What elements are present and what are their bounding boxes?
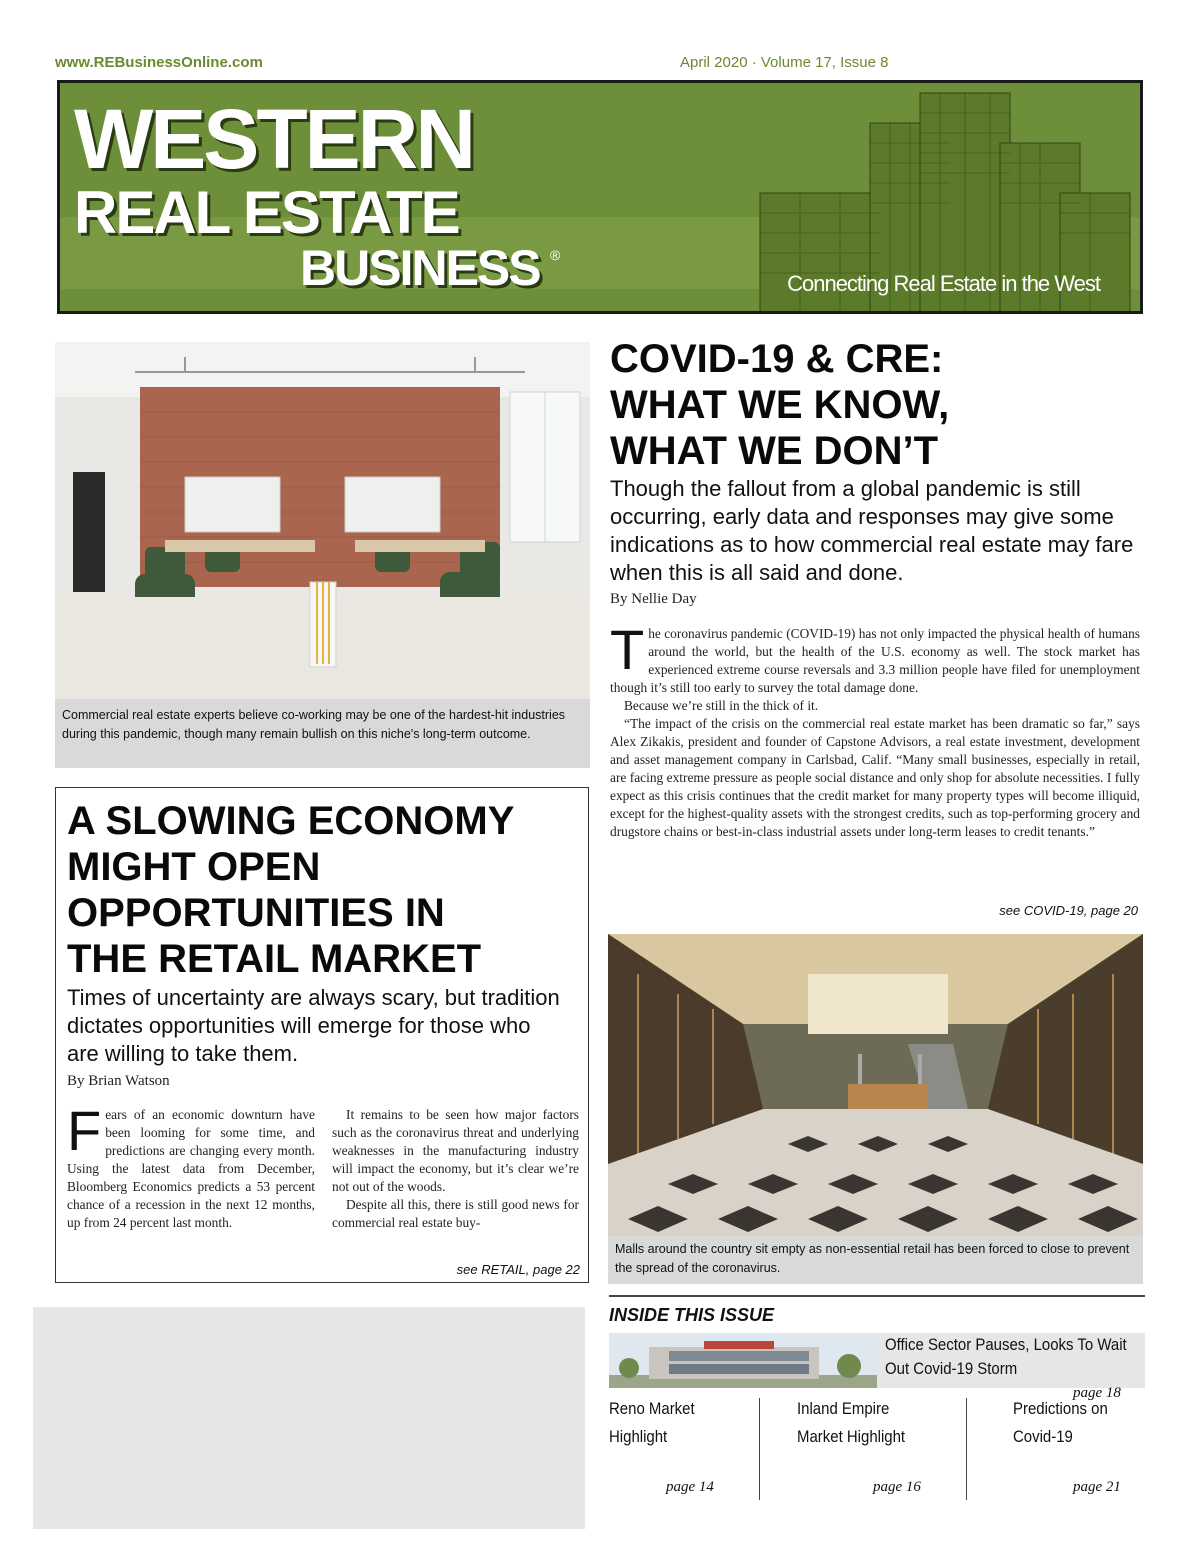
retail-body-column-1 <box>67 1099 315 1232</box>
masthead <box>57 80 1143 314</box>
toc-item-predictions-line-1: Predictions on <box>1013 1399 1108 1418</box>
retail-headline-line-4: THE RETAIL MARKET <box>67 937 482 981</box>
issue-info: April 2020 · Volume 17, Issue 8 <box>680 54 889 71</box>
toc-item-reno-line-1: Reno Market <box>609 1399 695 1418</box>
toc-item-predictions-line-2: Covid-19 <box>1013 1427 1073 1446</box>
retail-dek: Times of uncertainty are always scary, but tradition dictates opportunities will emerge for those who are willing to take them. <box>67 985 560 1066</box>
logo-line-business: BUSINESS <box>300 240 540 296</box>
advertisement-placeholder <box>33 1307 585 1529</box>
office-photo-frame <box>55 342 590 768</box>
inside-feature-title: Office Sector Pauses, Looks To Wait Out Covid-19 Storm <box>885 1335 1127 1378</box>
covid-paragraph-2: Because we’re still in the thick of it. <box>624 698 819 713</box>
toc-item-predictions[interactable] <box>1013 1395 1121 1451</box>
masthead-tagline: Connecting Real Estate in the West <box>787 271 1100 296</box>
covid-paragraph-3: “The impact of the crisis on the commercial real estate market has been dramatic so far,” says Alex Zikakis, president and founder of Capstone Advisors, a real estate investment, development and asset management company in Carlsbad, Calif. “Many small businesses, especially in retail, are facing extreme pressure as people social distance and only shop for absolute necessities. I fully expect as this crisis continues that the credit market for many property types will become illiquid, except for the highest-quality assets with the strongest credits, such as top-performing grocery and drugstore chains or best-in-class industrial assets under long-term leases to credit tenants.” <box>610 716 1140 839</box>
toc-divider <box>966 1398 967 1500</box>
retail-paragraph-1: ears of an economic downturn have been looming for some time, and predictions are changing every month. Using the latest data from December, Bloomberg Economics predicts a 53 percent chance of a recession in the next 12 months, up from 24 percent last month. <box>67 1107 315 1230</box>
covid-headline[interactable] <box>610 336 949 474</box>
toc-item-inland-line-1: Inland Empire <box>797 1399 890 1418</box>
inside-feature-page: page 18 <box>1073 1385 1121 1401</box>
toc-item-reno-line-2: Highlight <box>609 1427 668 1446</box>
covid-paragraph-1: he coronavirus pandemic (COVID-19) has not only impacted the physical health of humans around the world, but the health of the U.S. economy as well. The stock market has experienced extreme course reversals and 3.3 million people have filed for unemployment though it’s still too early to survey the total damage done. <box>610 626 1140 695</box>
covid-headline-line-1: COVID-19 & CRE: <box>610 337 944 381</box>
mall-photo-caption: Malls around the country sit empty as non-essential retail has been forced to close to prevent the spread of the coronavirus. <box>615 1242 1130 1275</box>
retail-headline-line-3: OPPORTUNITIES IN <box>67 891 445 935</box>
retail-headline[interactable] <box>67 798 514 982</box>
covid-byline: By Nellie Day <box>610 591 697 607</box>
logo-line-real-estate: REAL ESTATE <box>74 179 459 246</box>
office-photo-caption: Commercial real estate experts believe co-working may be one of the hardest-hit industries during this pandemic, though many remain bullish on this niche's long-term outcome. <box>62 708 566 741</box>
covid-drop-cap: T <box>610 618 645 681</box>
toc-item-inland-empire[interactable] <box>797 1395 920 1451</box>
covid-body <box>610 618 1140 841</box>
retail-byline: By Brian Watson <box>67 1073 170 1089</box>
retail-paragraph-3: Despite all this, there is still good news for commercial real estate buy- <box>332 1197 579 1230</box>
covid-headline-line-3: WHAT WE DON’T <box>610 429 939 473</box>
toc-item-inland-line-2: Market Highlight <box>797 1427 906 1446</box>
retail-paragraph-2: It remains to be seen how major factors such as the coronavirus threat and underlying weaknesses in the manufacturing industry will impact the economy, but it’s clear we’re not out of the woods. <box>332 1107 579 1194</box>
retail-continued-link[interactable]: see RETAIL, page 22 <box>456 1262 580 1277</box>
retail-headline-line-1: A SLOWING ECONOMY <box>67 799 515 843</box>
empty-mall-photo <box>608 934 1143 1236</box>
retail-body-column-2 <box>332 1106 579 1232</box>
logo-line-western: WESTERN <box>74 92 473 186</box>
toc-item-reno[interactable] <box>609 1395 706 1451</box>
toc-item-inland-page: page 16 <box>873 1479 921 1495</box>
office-building-thumbnail[interactable] <box>609 1333 877 1388</box>
retail-story-box <box>55 787 589 1283</box>
toc-item-predictions-page: page 21 <box>1073 1479 1121 1495</box>
retail-drop-cap: F <box>67 1099 102 1162</box>
mall-photo-frame <box>608 934 1143 1284</box>
inside-divider <box>609 1295 1145 1297</box>
coworking-office-photo <box>55 342 590 699</box>
covid-dek: Though the fallout from a global pandemic is still occurring, early data and responses may give some indications as to how commercial real estate may fare when this is all said and done. <box>610 476 1134 585</box>
website-url[interactable]: www.REBusinessOnline.com <box>55 54 263 71</box>
inside-this-issue-title: INSIDE THIS ISSUE <box>609 1305 775 1325</box>
toc-divider <box>759 1398 760 1500</box>
covid-headline-line-2: WHAT WE KNOW, <box>610 383 950 427</box>
toc-item-reno-page: page 14 <box>666 1479 714 1495</box>
covid-continued-link[interactable]: see COVID-19, page 20 <box>999 903 1138 918</box>
inside-feature-story[interactable] <box>877 1333 1145 1388</box>
registered-mark: ® <box>550 247 561 263</box>
retail-headline-line-2: MIGHT OPEN <box>67 845 321 889</box>
